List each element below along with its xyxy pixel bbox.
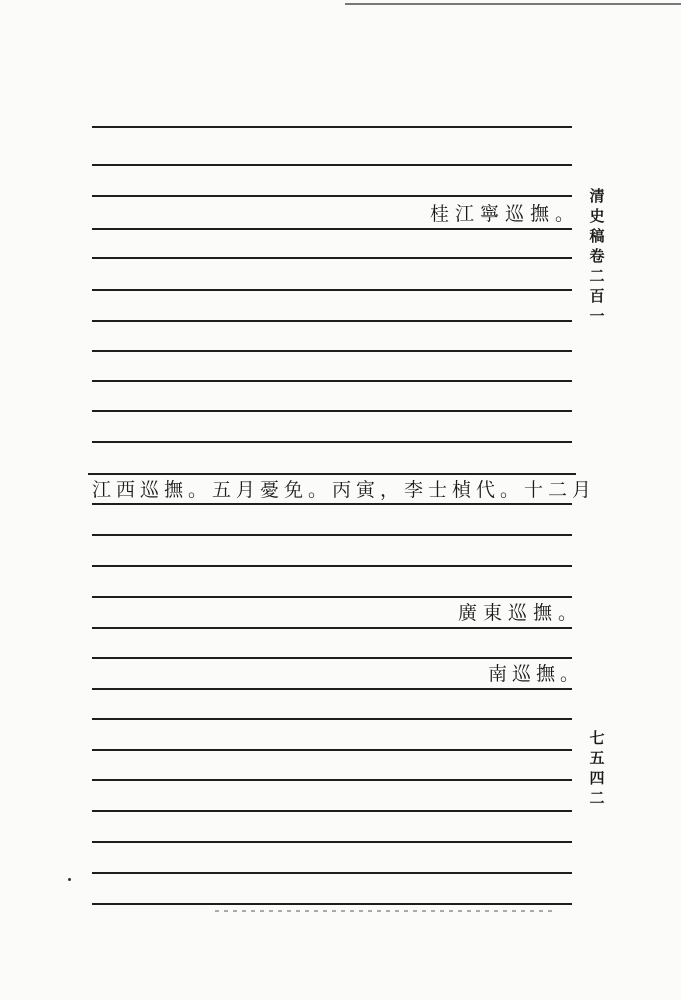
ruled-line	[92, 810, 572, 812]
ruled-line	[92, 779, 572, 781]
page-number: 七 五 四 二	[589, 729, 605, 807]
ruled-line	[92, 872, 572, 874]
ruled-line	[92, 565, 572, 567]
row-guangdong-text: 廣東巡撫。	[458, 602, 584, 624]
ruled-line	[92, 320, 572, 322]
row-jiangxi-text: 江西巡撫。五月憂免。丙寅，李士楨代。十二月	[92, 479, 597, 501]
ruled-line	[92, 441, 572, 443]
ruled-line	[92, 126, 572, 128]
ruled-line	[92, 841, 572, 843]
ruled-line	[92, 657, 572, 659]
ruled-line	[92, 380, 572, 382]
speck	[68, 878, 71, 881]
ruled-line	[92, 195, 572, 197]
row-nan-text: 南巡撫。	[488, 663, 585, 685]
ruled-line	[92, 289, 572, 291]
row-guilin-text: 桂江寧巡撫。	[430, 203, 581, 225]
bottom-dotted-line	[215, 910, 555, 912]
ruled-line	[92, 164, 572, 166]
running-header: 清 史 稿 卷 二 百 一	[589, 187, 605, 325]
ruled-line	[92, 627, 572, 629]
ruled-line	[92, 228, 572, 230]
ruled-line	[92, 749, 572, 751]
ruled-line	[92, 503, 572, 505]
ruled-line	[92, 350, 572, 352]
ruled-line	[92, 718, 572, 720]
ruled-line	[88, 473, 576, 475]
ruled-line	[92, 596, 572, 598]
ruled-line	[92, 903, 572, 905]
ruled-line	[92, 688, 572, 690]
top-border-line	[345, 3, 681, 5]
ruled-line	[92, 410, 572, 412]
ruled-line	[92, 534, 572, 536]
ruled-line	[92, 257, 572, 259]
